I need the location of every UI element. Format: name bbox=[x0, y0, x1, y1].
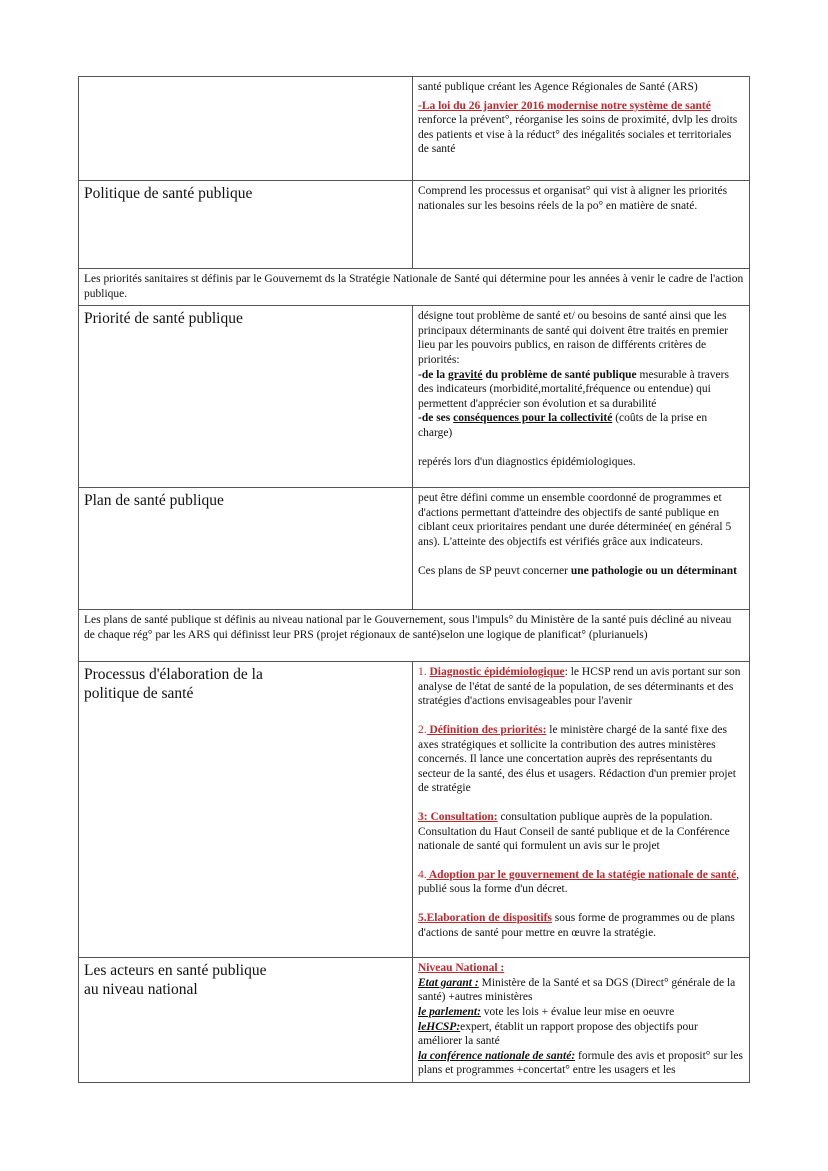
national-level-heading: Niveau National : bbox=[418, 962, 505, 975]
table-row bbox=[79, 77, 750, 181]
step-3: 3: Consultation: consultation publique auprès de la population. Consultation du Haut Conseil de santé publique et de la Conférence nationale de santé qui formulent un avis sur le projet bbox=[418, 810, 730, 853]
public-health-table bbox=[78, 76, 750, 1083]
full-width-note: Les plans de santé publique st définis au niveau national par le Gouvernement, sous l'impuls° du Ministère de la santé puis décliné au niveau de chaque rég° par les ARS qui définisst leur PRS (projet régionaux de santé)selon une logique de planificat° (plurianuels) bbox=[79, 610, 750, 662]
criterion-consequences-text: (coûts de la prise en charge) bbox=[418, 412, 708, 439]
definition-cell bbox=[413, 488, 750, 610]
law-2016-text: renforce la prévent°, réorganise les soins de proximité, dvlp les droits des patients et vise à la réduct° des inégalités sociales et territoriales de santé bbox=[418, 114, 738, 156]
actor-cns: la conférence nationale de santé: formule des avis et proposit° sur les plans et programmes +concertat° entre les usagers et les bbox=[418, 1049, 743, 1077]
table-row bbox=[79, 306, 750, 488]
plan-definition: peut être défini comme un ensemble coordonné de programmes et d'actions permettant d'atteindre des objectifs de santé publique en ciblant ceux prioritaires pendant une durée déterminée( en général 5 ans). L'atteinte des objectifs est vérifiés grâce aux indicateurs. bbox=[418, 492, 732, 548]
term-cell: Les acteurs en santé publique au niveau national bbox=[79, 958, 413, 1083]
ars-line: santé publique créant les Agence Régionales de Santé (ARS) bbox=[418, 81, 698, 93]
law-2016-title: -La loi du 26 janvier 2016 modernise notre système de santé bbox=[418, 99, 711, 112]
criterion-consequences: -de ses conséquences pour la collectivité bbox=[418, 412, 613, 425]
plan-scope-bold: une pathologie ou un déterminant bbox=[570, 564, 738, 577]
definition-cell: Comprend les processus et organisat° qui vist à aligner les priorités nationales sur les besoins réels de la po° en matière de snaté. bbox=[413, 181, 750, 269]
actor-hcsp: leHCSP:expert, établit un rapport propose des objectifs pour améliorer la santé bbox=[418, 1020, 698, 1048]
term-cell: Processus d'élaboration de la politique de santé bbox=[79, 662, 413, 958]
table-row bbox=[79, 488, 750, 610]
definition-cell bbox=[413, 77, 750, 181]
step-1: 1. Diagnostic épidémiologique: le HCSP rend un avis portant sur son analyse de l'état de santé de la population, de ses déterminants et des stratégies d'actions envisageables pour l'avenir bbox=[418, 666, 741, 708]
step-2: 2. Définition des priorités: le ministère chargé de la santé fixe des axes stratégiques et sollicite la contribution des autres ministères concernés. Il lance une concertation auprès des représentants du secteur de la santé, des élus et usagers. Rédaction d'un premier projet de stratégie bbox=[418, 723, 736, 795]
definition-cell bbox=[413, 662, 750, 958]
table-row bbox=[79, 958, 750, 1083]
term-cell: Priorité de santé publique bbox=[79, 306, 413, 488]
term-cell-empty bbox=[79, 77, 413, 181]
step-4: 4. Adoption par le gouvernement de la statégie nationale de santé, publié sous la forme d'un décret. bbox=[418, 868, 740, 896]
full-width-note: Les priorités sanitaires st définis par le Gouvernemt ds la Stratégie Nationale de Santé qui détermine pour les années à venir le cadre de l'action publique. bbox=[79, 269, 750, 306]
plan-scope: Ces plans de SP peuvt concerner bbox=[418, 564, 571, 577]
table-row bbox=[79, 610, 750, 662]
table-row bbox=[79, 269, 750, 306]
definition-cell bbox=[413, 958, 750, 1083]
term-cell: Politique de santé publique bbox=[79, 181, 413, 269]
step-5: 5.Elaboration de dispositifs sous forme de programmes ou de plans d'actions de santé pour mettre en œuvre la stratégie. bbox=[418, 911, 735, 939]
term-cell: Plan de santé publique bbox=[79, 488, 413, 610]
definition-cell bbox=[413, 306, 750, 488]
actor-parliament: le parlement: vote les lois + évalue leur mise en oeuvre bbox=[418, 1005, 675, 1018]
actor-state: Etat garant : Ministère de la Santé et sa DGS (Direct° générale de la santé) +autres ministères bbox=[418, 976, 736, 1004]
table-row bbox=[79, 181, 750, 269]
priority-intro: désigne tout problème de santé et/ ou besoins de santé ainsi que les principaux déterminants de santé qui doivent être traités en premier lieu par les pouvoirs publics, en raison de différents critères de priorités: bbox=[418, 310, 729, 366]
criterion-gravity-text: mesurable à travers des indicateurs (morbidité,mortalité,fréquence ou entendue) qui permettent d'apprécier son évolution et sa durabilité bbox=[418, 368, 729, 410]
criterion-gravity: -de la gravité du problème de santé publique bbox=[418, 368, 637, 381]
table-row bbox=[79, 662, 750, 958]
priority-outro: repérés lors d'un diagnostics épidémiologiques. bbox=[418, 455, 636, 468]
